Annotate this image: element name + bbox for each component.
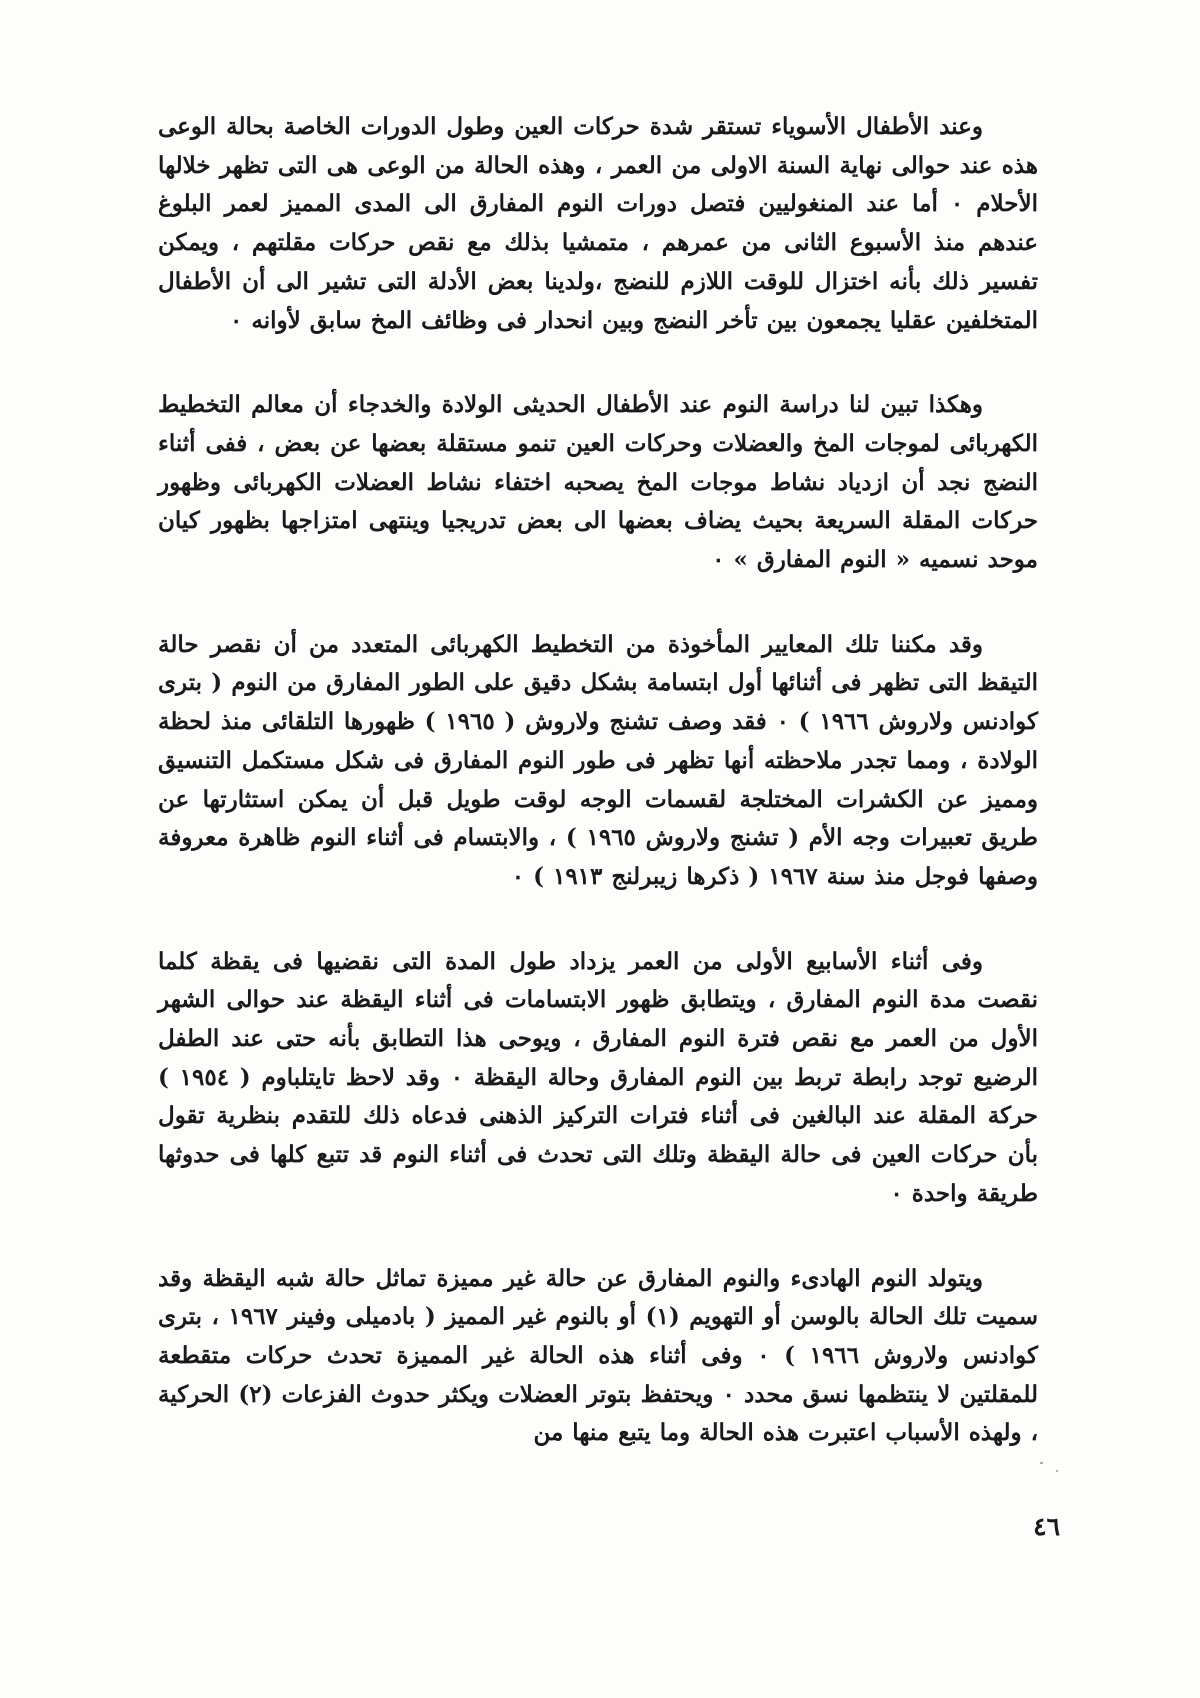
paragraph-1: وعند الأطفال الأسوياء تستقر شدة حركات العين وطول الدورات الخاصة بحالة الوعى هذه عند حوالى نهاية السنة الاولى من العمر ، وهذه الحالة من الوعى هى التى تظهر خلالها الأحلام ٠ أما عند المنغوليين فتصل دورات النوم المفارق الى المدى المميز لعمر البلوغ عندهم منذ الأسبوع الثانى من عمرهم ، متمشيا بذلك مع نقص حركات مقلتهم ، ويمكن تفسير ذلك بأنه اختزال للوقت اللازم للنضج ،ولدينا بعض الأدلة التى تشير الى أن الأطفال المتخلفين عقليا يجمعون بين تأخر النضج وبين انحدار فى وظائف المخ سابق لأوانه ٠ bbox=[158, 113, 1038, 334]
body-text bbox=[158, 108, 1038, 1453]
paragraph-2: وهكذا تبين لنا دراسة النوم عند الأطفال الحديثى الولادة والخدجاء أن معالم التخطيط الكهربائى لموجات المخ والعضلات وحركات العين تنمو مستقلة بعضها عن بعض ، ففى أثناء النضج نجد أن ازدياد نشاط موجات المخ يصحبه اختفاء نشاط العضلات الكهربائى وظهور حركات المقلة السريعة بحيث يضاف بعضها الى بعض تدريجيا وينتهى امتزاجها بظهور كيان موحد نسميه « النوم المفارق » ٠ bbox=[158, 391, 1038, 574]
scan-speck bbox=[1040, 1462, 1043, 1464]
paragraph-3: وقد مكننا تلك المعايير المأخوذة من التخطيط الكهربائى المتعدد من أن نقصر حالة التيقظ التى تظهر فى أثنائها أول ابتسامة بشكل دقيق على الطور المفارق من النوم ( بترى كوادنس ولاروش ١٩٦٦ ) ٠ فقد وصف تشنج ولاروش ( ١٩٦٥ ) ظهورها التلقائى منذ لحظة الولادة ، ومما تجدر ملاحظته أنها تظهر فى طور النوم المفارق فى شكل مستكمل التنسيق ومميز عن الكشرات المختلجة لقسمات الوجه لوقت طويل قبل أن يمكن استثارتها عن طريق تعبيرات وجه الأم ( تشنج ولاروش ١٩٦٥ ) ، والابتسام فى أثناء النوم ظاهرة معروفة وصفها فوجل منذ سنة ١٩٦٧ ( ذكرها زيبرلنج ١٩١٣ ) ٠ bbox=[158, 630, 1038, 890]
paragraph-4: وفى أثناء الأسابيع الأولى من العمر يزداد طول المدة التى نقضيها فى يقظة كلما نقصت مدة النوم المفارق ، ويتطابق ظهور الابتسامات فى أثناء اليقظة عند حوالى الشهر الأول من العمر مع نقص فترة النوم المفارق ، ويوحى هذا التطابق بأنه حتى عند الطفل الرضيع توجد رابطة تربط بين النوم المفارق وحالة اليقظة ٠ وقد لاحظ تايتلباوم ( ١٩٥٤ ) حركة المقلة عند البالغين فى أثناء فترات التركيز الذهنى فدعاه ذلك للتقدم بنظرية تقول بأن حركات العين فى حالة اليقظة وتلك التى تحدث فى أثناء النوم قد تتبع كلها فى حدوثها طريقة واحدة ٠ bbox=[158, 947, 1039, 1207]
page-number: ٤٦ bbox=[1033, 1512, 1060, 1541]
paragraph-5: ويتولد النوم الهادىء والنوم المفارق عن حالة غير مميزة تماثل حالة شبه اليقظة وقد سميت تلك الحالة بالوسن أو التهويم (١) أو بالنوم غير المميز ( بادميلى وفينر ١٩٦٧ ، بترى كوادنس ولاروش ١٩٦٦ ) ٠ وفى أثناء هذه الحالة غير المميزة تحدث حركات متقطعة للمقلتين لا ينتظمها نسق محدد ٠ ويحتفظ بتوتر العضلات ويكثر حدوث الفزعات (٢) الحركية ، ولهذه الأسباب اعتبرت هذه الحالة وما يتبع منها من bbox=[158, 1264, 1039, 1447]
scan-speck bbox=[1056, 1470, 1058, 1472]
